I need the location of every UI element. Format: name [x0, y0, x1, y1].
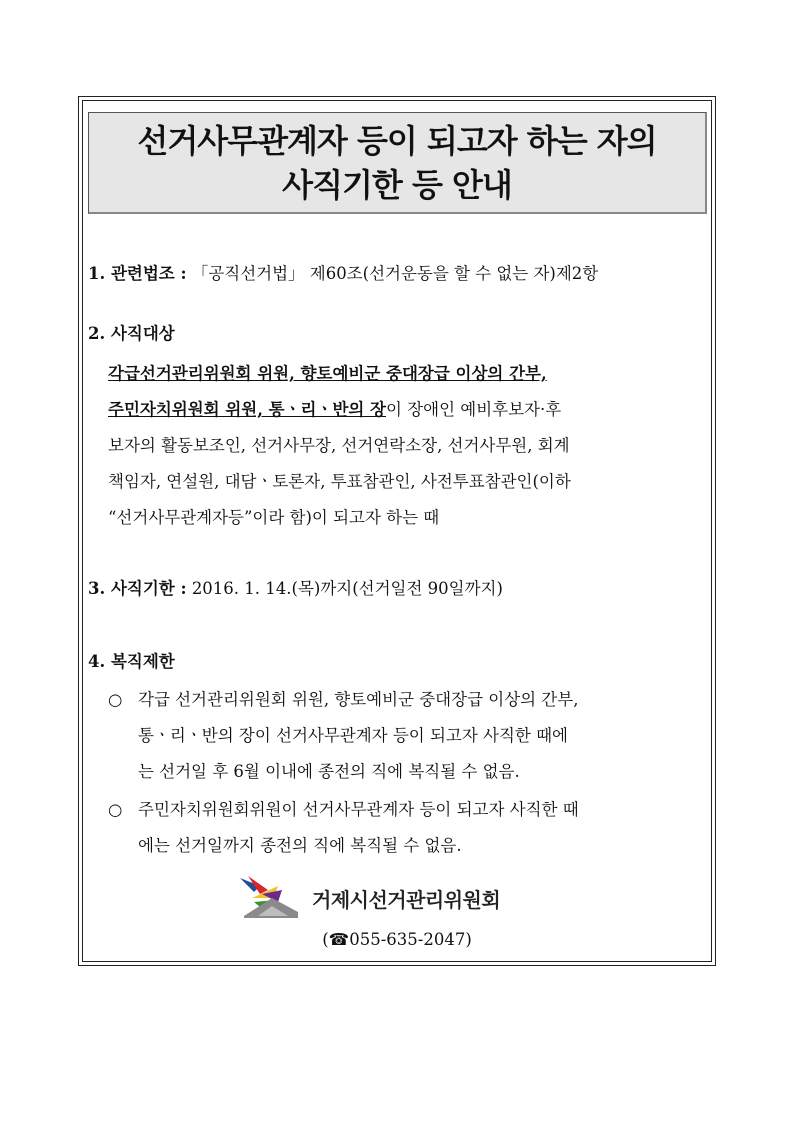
legal-basis-text: 「공직선거법」 제60조(선거운동을 할 수 없는 자)제2항 — [191, 264, 599, 283]
resignation-target-heading: 2. 사직대상 — [88, 324, 175, 343]
target-line-1 — [108, 356, 706, 392]
deadline-text: 2016. 1. 14.(목)까지(선거일전 90일까지) — [191, 579, 503, 598]
reinstatement-heading: 4. 복직제한 — [88, 652, 175, 671]
reinstatement-item-2 — [108, 792, 706, 864]
resignation-target-body — [108, 356, 706, 536]
target-line-2-bold: 주민자치위원회 위원, 통ㆍ리ㆍ반의 장 — [108, 400, 387, 419]
item-1-line-1: 각급 선거관리위원회 위원, 향토예비군 중대장급 이상의 간부, — [138, 690, 579, 709]
contact-phone: (☎055-635-2047) — [322, 930, 472, 949]
item-1-line-3: 는 선거일 후 6월 이내에 종전의 직에 복직될 수 없음. — [138, 762, 520, 781]
section-deadline — [88, 575, 503, 599]
org-name: 거제시선거관리위원회 — [312, 888, 501, 912]
item-2-line-2: 에는 선거일까지 종전의 직에 복직될 수 없음. — [138, 836, 462, 855]
deadline-heading: 3. 사직기한 : — [88, 579, 187, 598]
bullet-circle-icon: ○ — [108, 800, 123, 819]
target-line-3: 보자의 활동보조인, 선거사무장, 선거연락소장, 선거사무원, 회계 — [108, 436, 570, 455]
target-line-2-rest: 이 장애인 예비후보자·후 — [386, 400, 562, 419]
item-2-line-1: 주민자치위원회위원이 선거사무관계자 등이 되고자 사직한 때 — [138, 800, 579, 819]
target-line-4: 책임자, 연설원, 대담ㆍ토론자, 투표참관인, 사전투표참관인(이하 — [108, 472, 571, 491]
bullet-circle-icon: ○ — [108, 690, 123, 709]
title-line-2: 사직기한 등 안내 — [282, 165, 512, 204]
target-line-1-bold: 각급선거관리위원회 위원, 향토예비군 중대장급 이상의 간부, — [108, 364, 547, 383]
section-legal-basis — [88, 260, 598, 284]
legal-basis-heading: 1. 관련법조 : — [88, 264, 187, 283]
nec-logo-icon — [238, 872, 304, 924]
target-line-5: “선거사무관계자등”이라 함)이 되고자 하는 때 — [108, 508, 440, 527]
footer-logo — [238, 872, 558, 924]
item-1-line-2: 통ㆍ리ㆍ반의 장이 선거사무관계자 등이 되고자 사직한 때에 — [138, 726, 568, 745]
target-line-2 — [108, 392, 706, 428]
title-box — [88, 112, 707, 214]
title-line-1: 선거사무관계자 등이 되고자 하는 자의 — [137, 121, 657, 160]
reinstatement-item-1 — [108, 682, 706, 790]
